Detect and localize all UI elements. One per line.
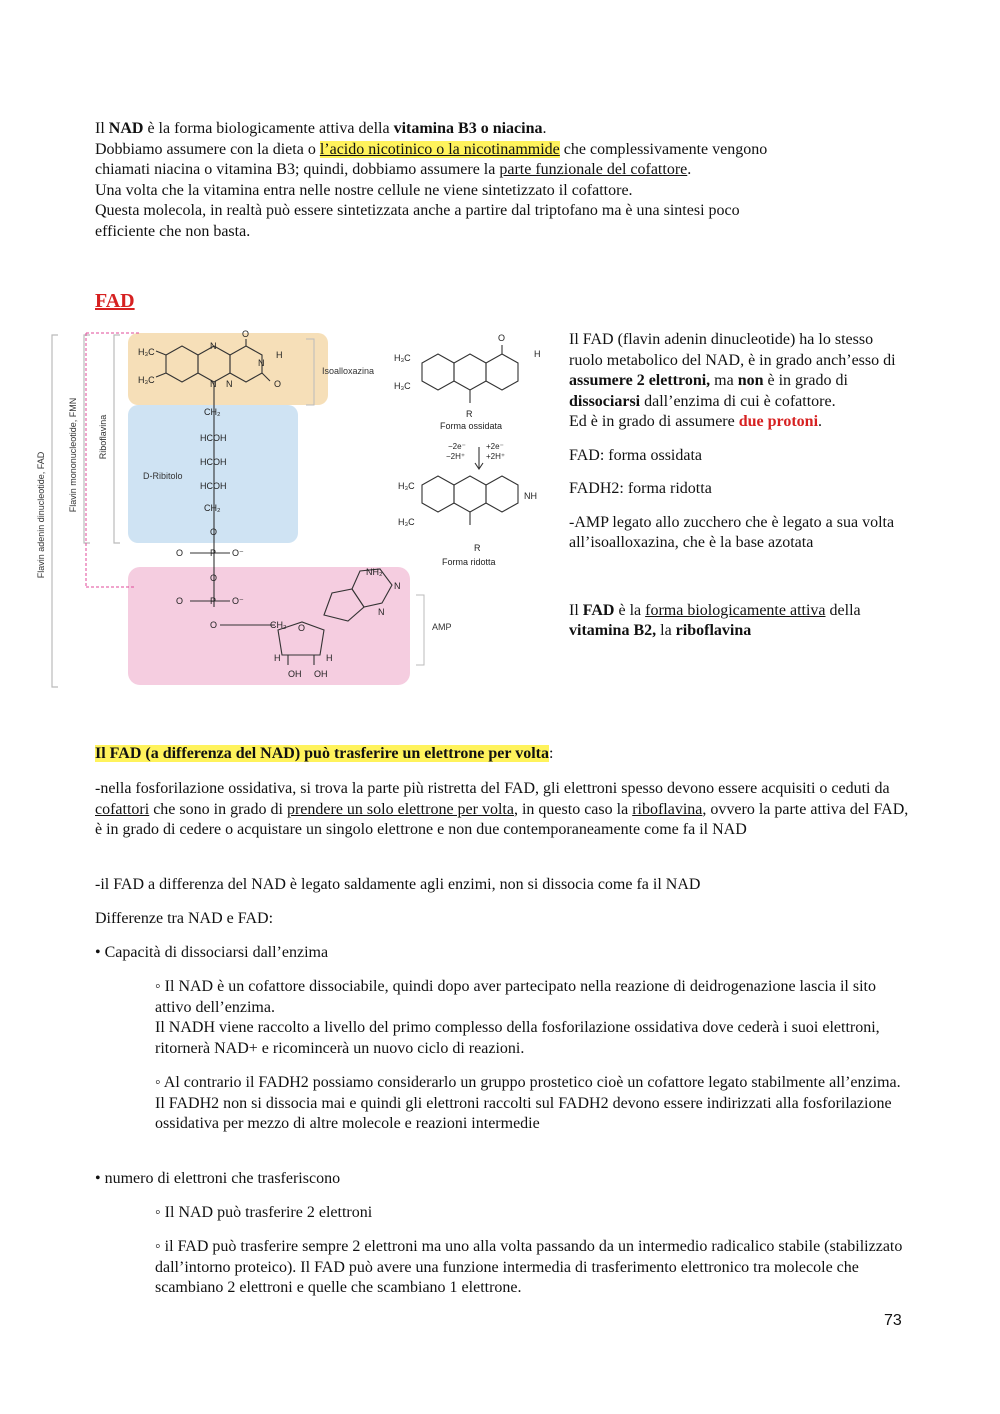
svg-text:−2e⁻: −2e⁻ [448,442,466,451]
label-oxidized-form: Forma ossidata [440,421,503,431]
bullet-dissociation: • Capacità di dissociarsi dall’enzima [95,944,329,961]
svg-text:H₃C: H₃C [398,517,415,527]
svg-text:N: N [210,379,217,389]
body-paragraph-3: Differenze tra NAD e FAD: [95,910,274,927]
intro-paragraph [95,119,915,242]
svg-text:O: O [176,596,184,606]
fad-side-text [569,330,909,642]
side-fad-oxidized: FAD: forma ossidata [569,446,703,464]
svg-text:H₃C: H₃C [138,375,155,385]
highlight-heading: Il FAD (a differenza del NAD) può trasferire un elettrone per volta: [95,745,554,762]
page-number: 73 [884,1312,902,1329]
intro-line-3: chiamati niacina o vitamina B3; quindi, dobbiamo assumere la parte funzionale del cofattore. [95,161,692,178]
svg-text:−2H⁺: −2H⁺ [446,452,466,461]
svg-text:R: R [474,543,481,553]
svg-text:O: O [210,620,218,630]
svg-text:R: R [466,409,473,419]
svg-text:O⁻: O⁻ [232,596,244,606]
body-paragraph-1: -nella fosforilazione ossidativa, si trova la parte più ristretta del FAD, gli elettroni spesso devono essere acquisiti o ceduti da cofattori che sono in grado di prendere un solo elettrone per volta, in questo caso la riboflavina, ovvero la parte attiva del FAD, è in grado di cedere o acquistare un singolo elettrone e non due contemporaneamente come fa il NAD [95,780,909,838]
intro-line-5: Questa molecola, in realtà può essere sintetizzata anche a partire dal triptofano ma è una sintesi poco [95,202,740,219]
sub-bullet-nad: ◦ Il NAD è un cofattore dissociabile, quindi dopo aver partecipato nella reazione di deidrogenazione lascia il sito attivo dell’enzima. Il NADH viene raccolto a livello del primo complesso della fosforilazione ossidativa dove cederà i suoi elettroni, ritornerà NAD+ e ricomincerà un nuovo ciclo di reazioni. [155,978,880,1057]
side-vitamin-b2: Il FAD è la forma biologicamente attiva della vitamina B2, la riboflavina [569,601,861,639]
sub-bullet-fad-electrons: ◦ il FAD può trasferire sempre 2 elettroni ma uno alla volta passando da un intermedio radicalico stabile (stabilizzato dall’intorno proteico). Il FAD può avere una funzione intermedia di trasferimento elettronico tra molecole che scambiano 2 elettroni e quelle che scambiano 1 elettrone. [155,1238,903,1296]
svg-text:N: N [394,581,401,591]
svg-text:P: P [210,596,217,606]
svg-text:CH₂: CH₂ [270,620,287,630]
label-riboflavin-vertical: Riboflavina [98,414,108,460]
bullet-electrons: • numero di elettroni che trasferiscono [95,1170,341,1187]
amp-region [128,567,410,685]
svg-text:O: O [210,527,218,537]
svg-text:+2e⁻: +2e⁻ [486,442,504,451]
svg-text:N: N [378,607,385,617]
svg-text:O: O [210,573,218,583]
highlight-nicotinic: l’acido nicotinico o la nicotinammide [319,140,560,158]
intro-line-2: Dobbiamo assumere con la dieta o l’acido nicotinico o la nicotinammide che complessivamente vengono [95,140,768,158]
svg-text:O: O [498,333,506,343]
svg-text:OH: OH [314,669,328,679]
side-paragraph-1: Il FAD (flavin adenin dinucleotide) ha lo stesso ruolo metabolico del NAD, è in grado anch’esso di assumere 2 elettroni, ma non è in grado di dissociarsi dall’enzima di cui è cofattore. [569,331,896,410]
body-paragraph-2: -il FAD a differenza del NAD è legato saldamente agli enzimi, non si dissocia come fa il NAD [95,876,701,893]
intro-line-4: Una volta che la vitamina entra nelle nostre cellule ne viene sintetizzato il cofattore. [95,181,633,199]
label-ribitol: D-Ribitolo [143,471,183,481]
svg-text:O⁻: O⁻ [232,548,244,558]
svg-text:CH₂: CH₂ [204,407,221,417]
label-isoalloxazine: Isoalloxazina [322,366,375,376]
svg-text:O: O [274,379,282,389]
svg-text:HCOH: HCOH [200,481,227,491]
side-paragraph-1b: Ed è in grado di assumere due protoni. [569,413,823,430]
intro-line-1: Il NAD è la forma biologicamente attiva della vitamina B3 o niacina. [95,120,547,137]
fad-structure-figure [30,325,560,695]
svg-text:H₃C: H₃C [394,353,411,363]
svg-text:H: H [326,653,333,663]
side-amp-note: -AMP legato allo zucchero che è legato a sua volta all’isoalloxazina, che è la base azotata [569,513,895,551]
svg-text:OH: OH [288,669,302,679]
svg-text:H: H [274,653,281,663]
svg-text:P: P [210,548,217,558]
label-amp: AMP [432,622,452,632]
svg-text:CH₂: CH₂ [204,503,221,513]
svg-text:H₃C: H₃C [138,347,155,357]
side-fadh2-reduced: FADH2: forma ridotta [569,480,712,497]
label-reduced-form: Forma ridotta [442,557,496,567]
svg-text:H: H [534,349,541,359]
isoalloxazine-region [128,333,328,405]
svg-text:H₃C: H₃C [398,481,415,491]
svg-text:HCOH: HCOH [200,433,227,443]
label-fad-vertical: Flavin adenin dinucleotide, FAD [36,451,46,579]
svg-text:O: O [242,329,250,339]
sub-bullet-fadh2: ◦ Al contrario il FADH2 possiamo considerarlo un gruppo prostetico cioè un cofattore legato stabilmente all’enzima. Il FADH2 non si dissocia mai e quindi gli elettroni raccolti sul FADH2 devono essere indirizzati alla fosforilazione ossidativa per mezzo di altre molecole e reazioni intermedie [155,1074,901,1132]
svg-text:N: N [226,379,233,389]
section-heading-fad: FAD [95,290,135,312]
svg-text:N: N [210,341,217,351]
svg-text:H: H [276,350,283,360]
intro-line-6: efficiente che non basta. [95,222,251,240]
svg-text:NH: NH [524,491,537,501]
label-fmn-vertical: Flavin mononucleotide, FMN [68,397,78,513]
svg-text:H₃C: H₃C [394,381,411,391]
svg-text:HCOH: HCOH [200,457,227,467]
svg-text:N: N [258,358,265,368]
svg-text:+2H⁺: +2H⁺ [486,452,506,461]
svg-text:O: O [298,623,306,633]
sub-bullet-nad-electrons: ◦ Il NAD può trasferire 2 elettroni [155,1204,373,1221]
svg-text:O: O [176,548,184,558]
svg-text:NH₂: NH₂ [366,567,383,577]
